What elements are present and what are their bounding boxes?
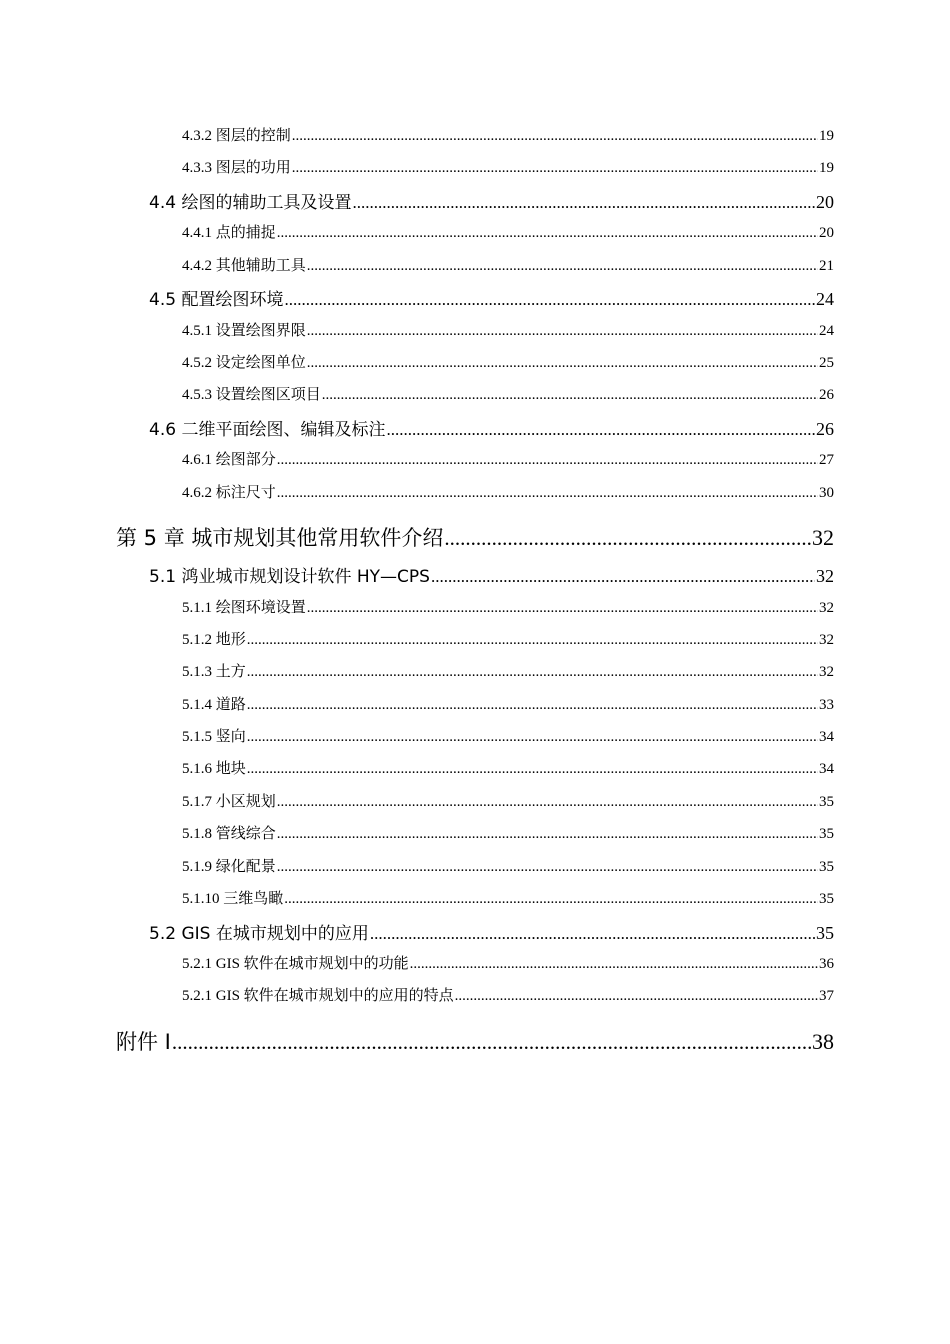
toc-dot-leader xyxy=(370,922,815,945)
toc-entry-title: 5.2.1 GIS 软件在城市规划中的应用的特点 xyxy=(182,988,454,1004)
toc-dot-leader xyxy=(277,823,818,845)
toc-dot-leader xyxy=(455,985,818,1007)
toc-entry-title: 4.4 绘图的辅助工具及设置 xyxy=(149,193,352,213)
toc-entry-title: 4.6.2 标注尺寸 xyxy=(182,485,276,501)
toc-entry[interactable] xyxy=(182,255,834,277)
toc-entry-page-number: 26 xyxy=(816,419,834,439)
toc-dot-leader xyxy=(322,384,818,406)
toc-dot-leader xyxy=(307,255,818,277)
toc-entry-page-number: 20 xyxy=(819,225,834,241)
toc-entry[interactable] xyxy=(149,564,834,588)
toc-entry[interactable] xyxy=(116,1027,834,1057)
toc-entry-title: 5.1.8 管线综合 xyxy=(182,826,276,842)
toc-dot-leader xyxy=(247,661,818,683)
toc-entry-page-number: 32 xyxy=(819,664,834,680)
toc-entry-title: 5.1.1 绘图环境设置 xyxy=(182,600,306,616)
toc-entry-page-number: 19 xyxy=(819,128,834,144)
toc-entry-page-number: 32 xyxy=(819,600,834,616)
toc-entry[interactable] xyxy=(149,287,834,311)
toc-entry-title: 4.5.3 设置绘图区项目 xyxy=(182,387,321,403)
toc-entry-page-number: 35 xyxy=(819,794,834,810)
toc-entry-page-number: 19 xyxy=(819,160,834,176)
toc-entry-title: 4.5.2 设定绘图单位 xyxy=(182,355,306,371)
toc-dot-leader xyxy=(277,449,818,471)
toc-entry[interactable] xyxy=(182,125,834,147)
toc-entry[interactable] xyxy=(182,449,834,471)
toc-dot-leader xyxy=(431,565,815,588)
toc-entry-page-number: 30 xyxy=(819,485,834,501)
toc-entry[interactable] xyxy=(182,856,834,878)
toc-entry-page-number: 34 xyxy=(819,729,834,745)
toc-entry-page-number: 34 xyxy=(819,761,834,777)
toc-entry[interactable] xyxy=(182,352,834,374)
toc-dot-leader xyxy=(386,418,815,441)
toc-entry-page-number: 37 xyxy=(819,988,834,1004)
toc-entry[interactable] xyxy=(182,694,834,716)
toc-entry-page-number: 33 xyxy=(819,697,834,713)
toc-dot-leader xyxy=(172,1027,811,1057)
toc-entry-page-number: 35 xyxy=(819,891,834,907)
toc-entry[interactable] xyxy=(182,823,834,845)
toc-entry-page-number: 25 xyxy=(819,355,834,371)
toc-entry[interactable] xyxy=(182,888,834,910)
toc-entry[interactable] xyxy=(182,791,834,813)
toc-entry-title: 5.2 GIS 在城市规划中的应用 xyxy=(149,924,369,944)
toc-dot-leader xyxy=(277,222,818,244)
toc-entry-page-number: 24 xyxy=(816,289,834,309)
toc-entry-title: 5.1.10 三维鸟瞰 xyxy=(182,891,284,907)
toc-entry-title: 附件 I xyxy=(116,1030,171,1054)
toc-dot-leader xyxy=(307,320,818,342)
toc-entry[interactable] xyxy=(182,157,834,179)
toc-entry[interactable] xyxy=(116,523,834,553)
toc-entry[interactable] xyxy=(182,661,834,683)
toc-entry[interactable] xyxy=(182,953,834,975)
toc-entry-title: 4.6 二维平面绘图、编辑及标注 xyxy=(149,420,386,440)
toc-entry-title: 4.5.1 设置绘图界限 xyxy=(182,323,306,339)
toc-entry-title: 5.1 鸿业城市规划设计软件 HY—CPS xyxy=(149,567,430,587)
toc-dot-leader xyxy=(292,125,818,147)
toc-entry-page-number: 32 xyxy=(816,566,834,586)
toc-dot-leader xyxy=(247,726,818,748)
toc-entry-page-number: 32 xyxy=(819,632,834,648)
toc-dot-leader xyxy=(247,758,818,780)
toc-entry[interactable] xyxy=(182,597,834,619)
toc-entry-page-number: 36 xyxy=(819,956,834,972)
toc-entry-title: 5.1.7 小区规划 xyxy=(182,794,276,810)
toc-entry-title: 5.1.3 土方 xyxy=(182,664,246,680)
toc-entry-page-number: 35 xyxy=(816,923,834,943)
toc-entry-page-number: 26 xyxy=(819,387,834,403)
toc-dot-leader xyxy=(284,288,815,311)
toc-entry-title: 5.2.1 GIS 软件在城市规划中的功能 xyxy=(182,956,409,972)
toc-entry[interactable] xyxy=(182,758,834,780)
toc-dot-leader xyxy=(410,953,818,975)
toc-entry-title: 5.1.4 道路 xyxy=(182,697,246,713)
toc-entry-page-number: 24 xyxy=(819,323,834,339)
toc-entry-title: 4.3.2 图层的控制 xyxy=(182,128,291,144)
toc-dot-leader xyxy=(307,352,818,374)
toc-entry[interactable] xyxy=(182,726,834,748)
toc-entry-title: 第 5 章 城市规划其他常用软件介绍 xyxy=(116,526,444,550)
toc-entry[interactable] xyxy=(182,320,834,342)
toc-dot-leader xyxy=(292,157,818,179)
toc-entry-title: 4.4.2 其他辅助工具 xyxy=(182,258,306,274)
toc-entry-title: 5.1.9 绿化配景 xyxy=(182,859,276,875)
toc-entry-title: 4.6.1 绘图部分 xyxy=(182,452,276,468)
toc-entry-page-number: 21 xyxy=(819,258,834,274)
toc-dot-leader xyxy=(277,791,818,813)
toc-entry-title: 4.5 配置绘图环境 xyxy=(149,290,284,310)
toc-dot-leader xyxy=(277,482,818,504)
toc-entry[interactable] xyxy=(149,921,834,945)
toc-entry-title: 5.1.2 地形 xyxy=(182,632,246,648)
toc-entry-title: 4.3.3 图层的功用 xyxy=(182,160,291,176)
toc-entry-page-number: 27 xyxy=(819,452,834,468)
toc-dot-leader xyxy=(352,191,815,214)
toc-dot-leader xyxy=(277,856,818,878)
toc-entry[interactable] xyxy=(182,985,834,1007)
toc-entry[interactable] xyxy=(182,482,834,504)
toc-entry[interactable] xyxy=(182,629,834,651)
toc-entry-page-number: 38 xyxy=(812,1029,834,1054)
toc-dot-leader xyxy=(307,597,818,619)
toc-entry-page-number: 35 xyxy=(819,826,834,842)
toc-entry-title: 4.4.1 点的捕捉 xyxy=(182,225,276,241)
toc-entry[interactable] xyxy=(149,190,834,214)
toc-entry-title: 5.1.5 竖向 xyxy=(182,729,246,745)
toc-dot-leader xyxy=(284,888,818,910)
toc-dot-leader xyxy=(444,523,811,553)
toc-entry[interactable] xyxy=(182,384,834,406)
toc-dot-leader xyxy=(247,694,818,716)
toc-entry-page-number: 35 xyxy=(819,859,834,875)
toc-entry-title: 5.1.6 地块 xyxy=(182,761,246,777)
toc-entry[interactable] xyxy=(182,222,834,244)
toc-entry-page-number: 20 xyxy=(816,192,834,212)
toc-entry-page-number: 32 xyxy=(812,525,834,550)
toc-entry[interactable] xyxy=(149,417,834,441)
toc-dot-leader xyxy=(247,629,818,651)
